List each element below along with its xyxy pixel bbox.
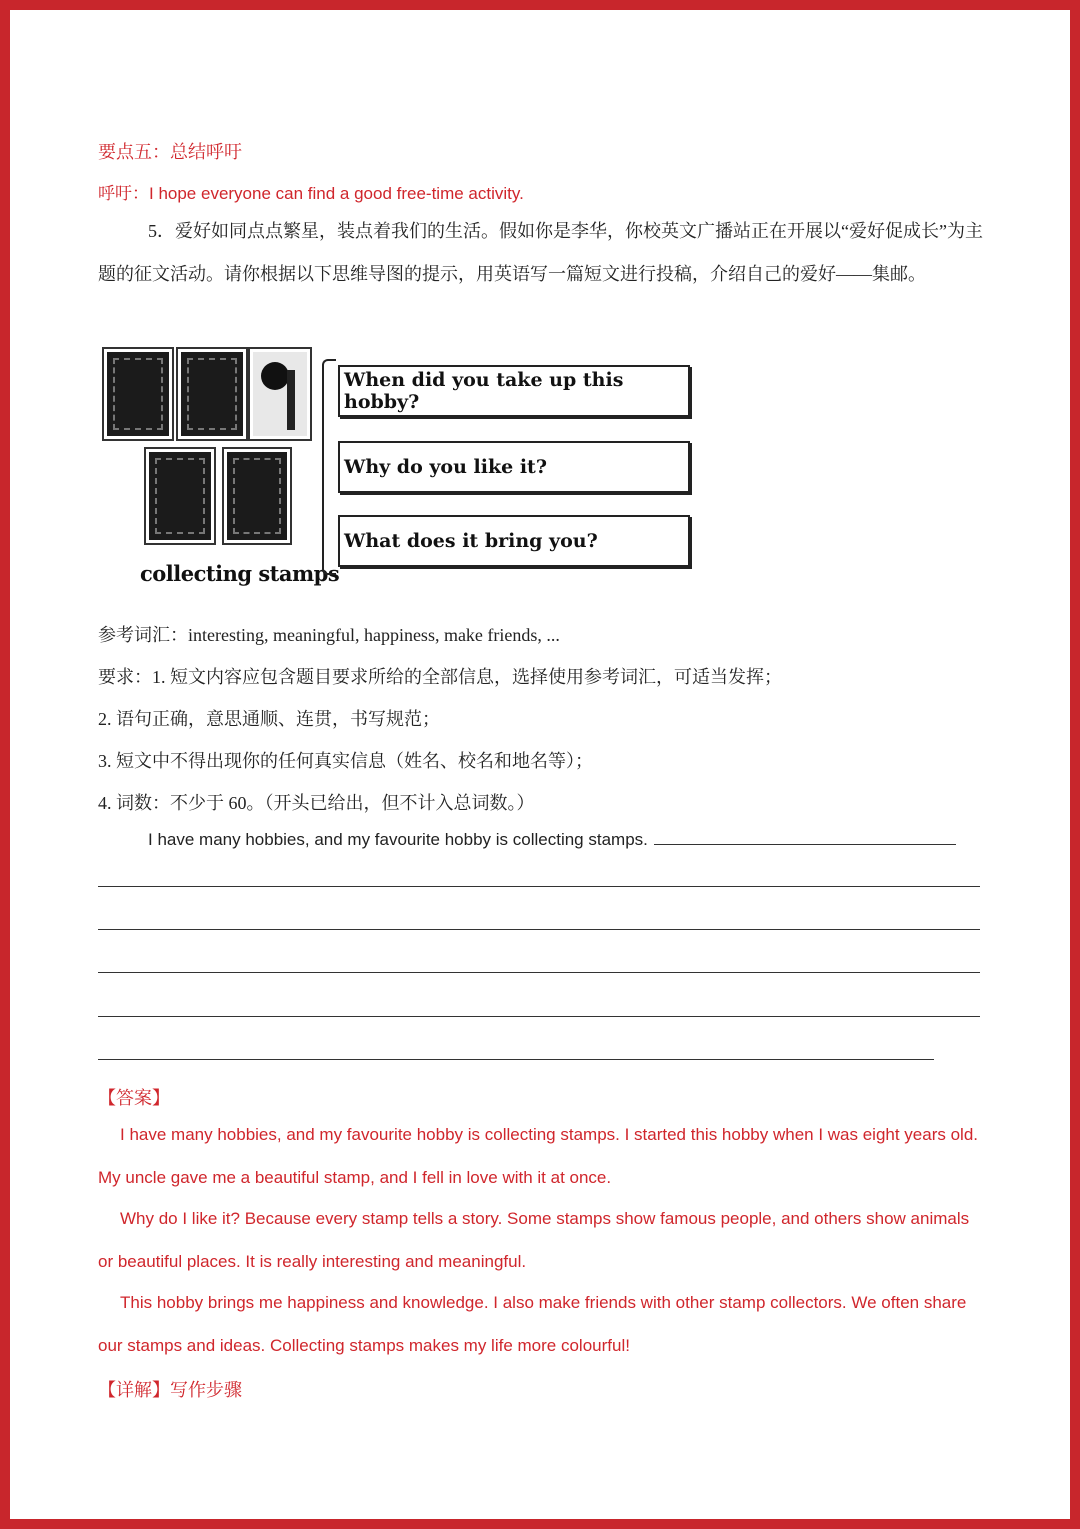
requirement-4: 4. 词数：不少于 60。（开头已给出，但不计入总词数。）: [98, 793, 535, 813]
writing-blank[interactable]: [654, 843, 956, 845]
stamp-image: [104, 349, 172, 439]
task-text: 爱好如同点点繁星，装点着我们的生活。假如你是李华，你校英文广播站正在开展以“爱好促成长”为主题的征文活动。请你根据以下思维导图的提示，用英语写一篇短文进行投稿，介绍自己的爱好——集邮。: [98, 221, 983, 284]
writing-blank[interactable]: [98, 972, 980, 973]
writing-blank[interactable]: [98, 1059, 934, 1060]
mind-map-question: When did you take up this hobby?: [338, 365, 690, 417]
requirement-2: 2. 语句正确，意思通顺、连贯，书写规范；: [98, 709, 440, 729]
mind-map-brace: [322, 359, 336, 575]
stamp-image: [146, 449, 214, 543]
opening-sentence-line: [148, 830, 956, 850]
task-number: 5．: [148, 221, 175, 241]
document-page: [10, 10, 1070, 1519]
stamp-image: [224, 449, 290, 543]
answer-paragraph: This hobby brings me happiness and knowledge. I also make friends with other stamp collectors. We often share our stamps and ideas. Collecting stamps makes my life more colourful!: [98, 1293, 967, 1355]
opening-sentence: I have many hobbies, and my favourite hobby is collecting stamps.: [148, 830, 648, 849]
task-paragraph: [98, 210, 983, 296]
mind-map-figure: [100, 345, 700, 590]
writing-blank[interactable]: [98, 929, 980, 930]
requirement-1: 要求：1. 短文内容应包含题目要求所给的全部信息，选择使用参考词汇，可适当发挥；: [98, 667, 782, 687]
writing-blank[interactable]: [98, 886, 980, 887]
appeal-line: 呼吁：I hope everyone can find a good free-time activity.: [98, 184, 524, 203]
stamp-image: [250, 349, 310, 439]
mind-map-question: Why do you like it?: [338, 441, 690, 493]
reference-vocabulary: 参考词汇：interesting, meaningful, happiness, make friends, ...: [98, 625, 560, 645]
mind-map-question: What does it bring you?: [338, 515, 690, 567]
requirement-3: 3. 短文中不得出现你的任何真实信息（姓名、校名和地名等）；: [98, 751, 593, 771]
answer-paragraph: I have many hobbies, and my favourite hobby is collecting stamps. I started this hobby when I was eight years old. My uncle gave me a beautiful stamp, and I fell in love with it at once.: [98, 1125, 979, 1187]
explanation-heading: 【详解】写作步骤: [98, 1380, 242, 1400]
answer-heading: 【答案】: [98, 1088, 170, 1108]
mind-map-caption: collecting stamps: [140, 561, 340, 586]
writing-blank[interactable]: [98, 1016, 980, 1017]
key-point-heading: 要点五：总结呼吁: [98, 142, 242, 162]
answer-paragraph: Why do I like it? Because every stamp tells a story. Some stamps show famous people, and others show animals or beautiful places. It is really interesting and meaningful.: [98, 1209, 970, 1271]
stamp-image: [178, 349, 246, 439]
